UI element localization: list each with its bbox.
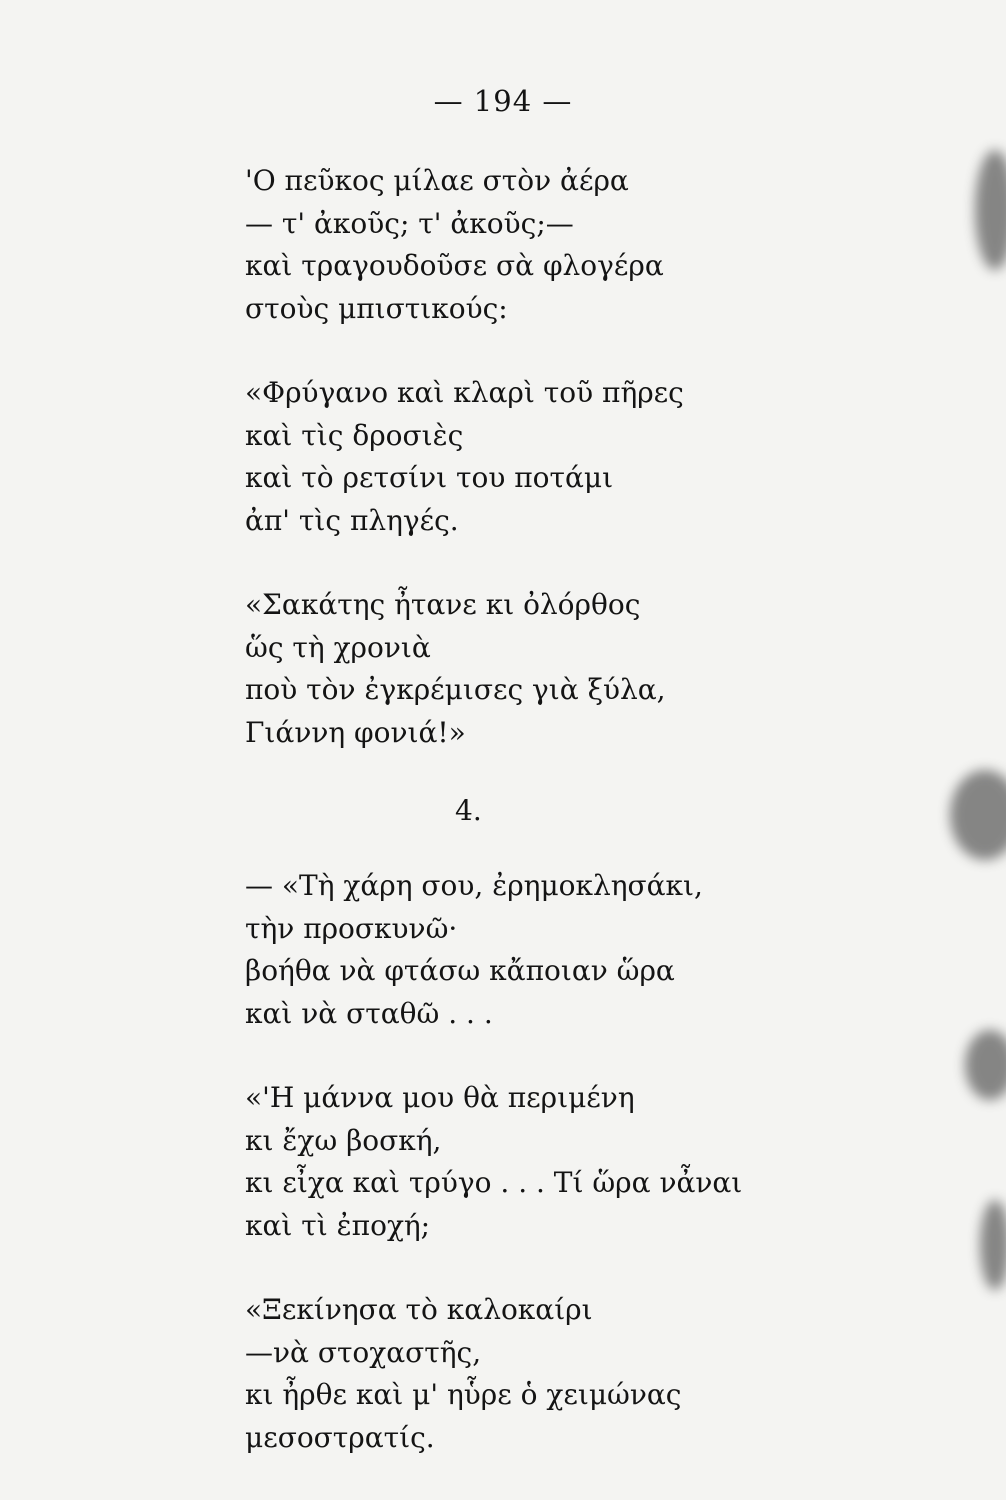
ink-stain	[975, 150, 1006, 270]
verse-line: καὶ νὰ σταθῶ . . .	[245, 996, 493, 1030]
ink-stain	[980, 1200, 1006, 1290]
ink-stain	[950, 770, 1006, 860]
verse-line: — «Τὴ χάρη σου, ἐρημοκλησάκι,	[245, 869, 703, 902]
page-number: — 194 —	[433, 84, 573, 118]
verse-line: καὶ τὶς δροσιὲς	[245, 418, 464, 452]
verse-line: κι ἦρθε καὶ μ' ηὗρε ὁ χειμώνας	[245, 1378, 682, 1411]
stanza	[245, 1289, 805, 1459]
verse-line: ὥς τὴ χρονιὰ	[245, 630, 431, 664]
verse-line: «Σακάτης ἦτανε κι ὀλόρθος	[245, 588, 641, 621]
verse-line: «'Η μάννα μου θὰ περιμένη	[245, 1081, 635, 1114]
section-number: 4.	[455, 794, 482, 827]
stanza	[245, 160, 805, 330]
verse-line: καὶ τὶ ἐποχή;	[245, 1208, 431, 1242]
verse-line: ποὺ τὸν ἐγκρέμισες γιὰ ξύλα,	[245, 673, 666, 706]
verse-line: Γιάννη φονιά!»	[245, 715, 466, 749]
verse-line: «Φρύγανο καὶ κλαρὶ τοῦ πῆρες	[245, 376, 684, 409]
ink-stain	[965, 1030, 1006, 1100]
verse-line: «Ξεκίνησα τὸ καλοκαίρι	[245, 1293, 593, 1326]
verse-line: 'Ο πεῦκος μίλαε στὸν ἀέρα	[245, 164, 629, 197]
poem-part-1	[245, 160, 805, 754]
verse-line: στοὺς μπιστικούς:	[245, 291, 508, 325]
verse-line: — τ' ἀκοῦς; τ' ἀκοῦς;—	[245, 206, 574, 240]
verse-line: βοήθα νὰ φτάσω κἄποιαν ὥρα	[245, 954, 675, 987]
verse-line: μεσοστρατίς.	[245, 1420, 435, 1454]
stanza	[245, 584, 805, 754]
verse-line: κι ἔχω βοσκή,	[245, 1123, 442, 1157]
verse-line: ἀπ' τὶς πληγές.	[245, 503, 459, 537]
verse-line: καὶ τραγουδοῦσε σὰ φλογέρα	[245, 249, 664, 282]
stanza	[245, 1077, 805, 1247]
stanza	[245, 372, 805, 542]
verse-line: —νὰ στοχαστῆς,	[245, 1335, 482, 1369]
poem-part-2	[245, 865, 805, 1459]
verse-line: τὴν προσκυνῶ·	[245, 911, 458, 945]
stanza	[245, 865, 805, 1035]
verse-line: κι εἶχα καὶ τρύγο . . . Τί ὥρα νἆναι	[245, 1166, 743, 1199]
verse-line: καὶ τὸ ρετσίνι του ποτάμι	[245, 461, 614, 494]
